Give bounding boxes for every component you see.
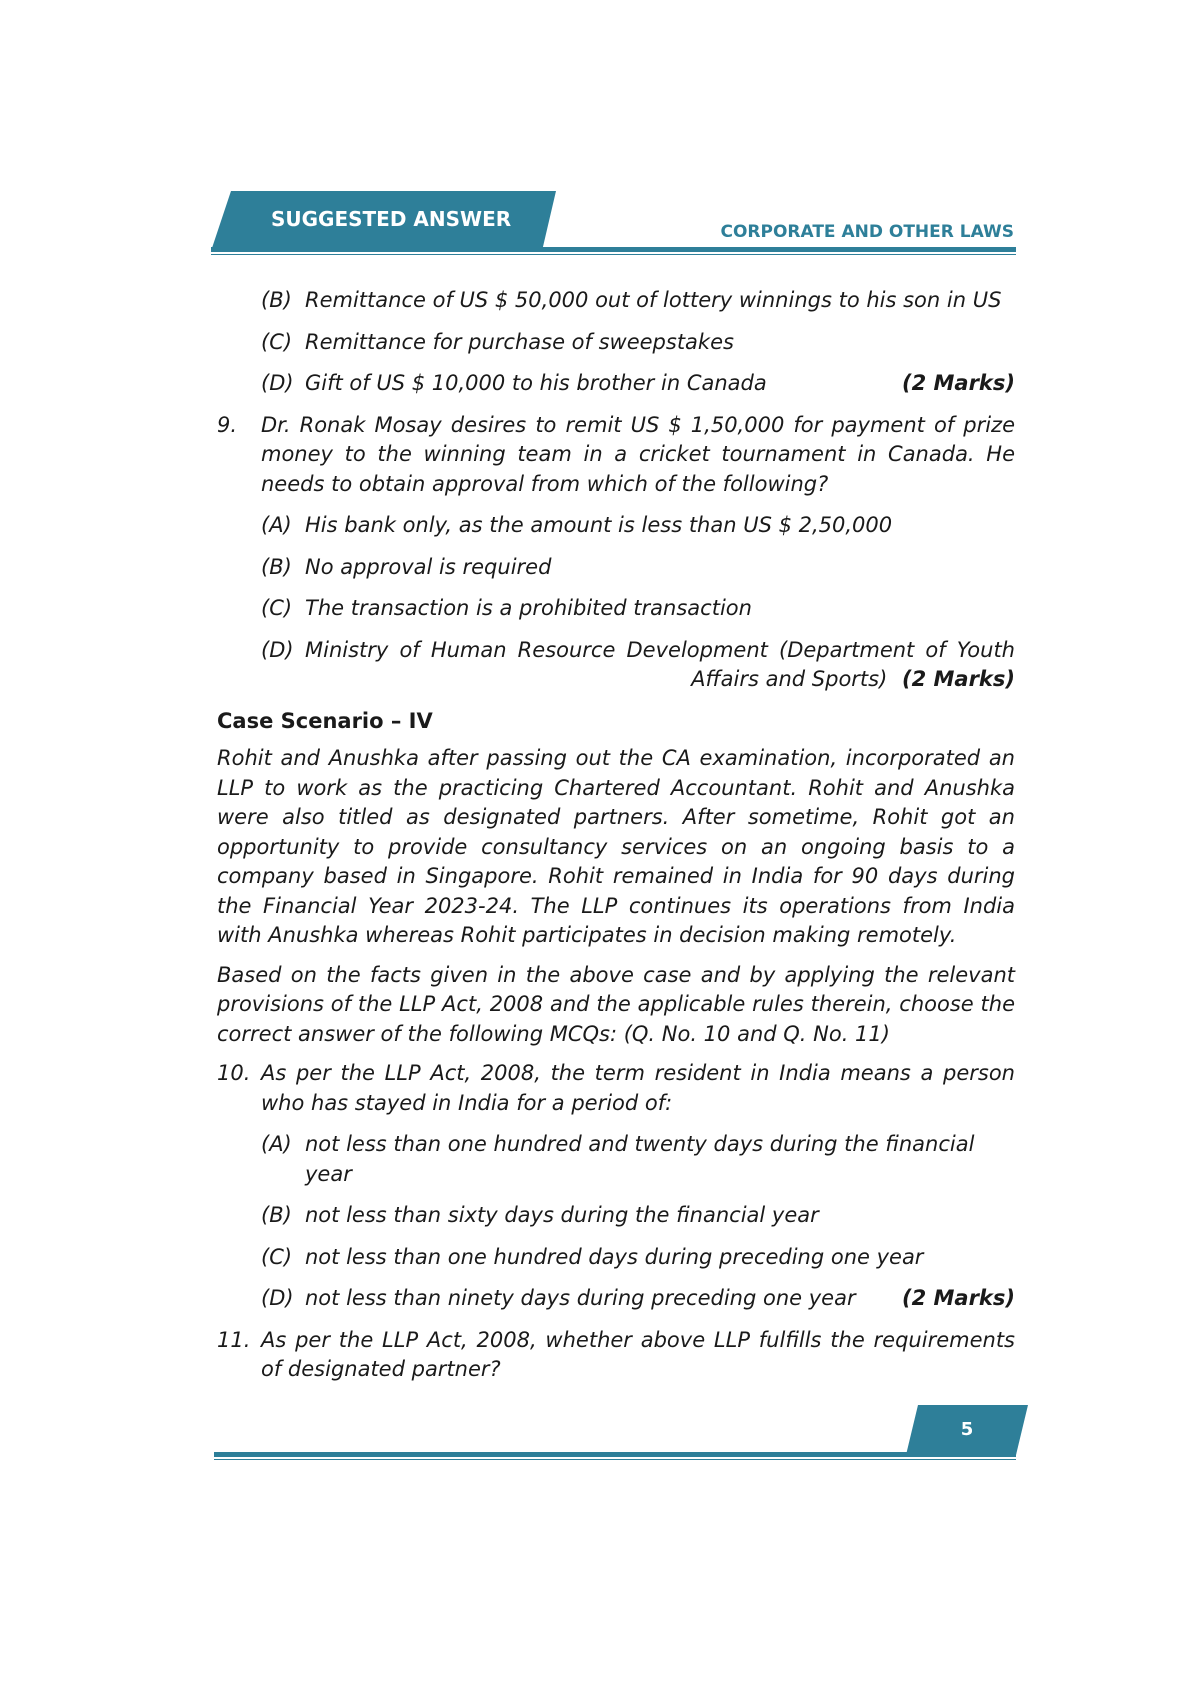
- option-text: not less than ninety days during preceding one year: [305, 1286, 856, 1310]
- option-text: Ministry of Human Resource Development (Department of Youth Affairs and Sports): [305, 637, 1015, 691]
- case-heading: Case Scenario – IV: [217, 708, 433, 733]
- question-number: 10.: [217, 1061, 251, 1085]
- question-text: As per the LLP Act, 2008, the term resident in India means a person who has stayed in India for a period of:: [261, 1061, 1015, 1115]
- case-paragraph-1: Rohit and Anushka after passing out the CA examination, incorporated an LLP to work as the practicing Chartered Accountant. Rohit and Anushka were also titled as designated partners. After sometime, Rohit got an opportunity to provide consultancy services on an ongoing basis to a company based in Singapore. Rohit remained in India for 90 days during the Financial Year 2023-24. The LLP continues its operations from India with Anushka whereas Rohit participates in decision making remotely.: [217, 746, 1015, 947]
- option-text: Gift of US $ 10,000 to his brother in Canada: [305, 371, 767, 395]
- q9-option-c: [217, 594, 1015, 624]
- q8-option-b: [217, 286, 1015, 316]
- option-text: The transaction is a prohibited transaction: [305, 596, 752, 620]
- question-text: As per the LLP Act, 2008, whether above LLP fulfills the requirements of designated partner?: [261, 1327, 1015, 1381]
- q10-option-b: [217, 1201, 1015, 1231]
- marks-label: (2 Marks): [901, 667, 1015, 691]
- q9-option-a: [217, 511, 1015, 541]
- option-label: (B): [261, 288, 292, 312]
- footer-rule-thin: [214, 1459, 1016, 1460]
- q9-option-d: [217, 636, 1015, 695]
- q10-option-c: [217, 1243, 1015, 1273]
- question-10: [217, 1059, 1015, 1118]
- option-text: Remittance for purchase of sweepstakes: [305, 329, 734, 354]
- option-text: His bank only, as the amount is less than US $ 2,50,000: [305, 513, 893, 537]
- page-content: [217, 286, 1015, 1397]
- question-9: [217, 411, 1015, 500]
- q8-option-c: [217, 328, 1015, 358]
- option-text: No approval is required: [305, 554, 552, 579]
- option-label: (D): [261, 371, 294, 395]
- option-label: (C): [261, 1244, 293, 1269]
- footer-rule: [214, 1452, 1016, 1457]
- header-rule-thin: [211, 254, 1016, 255]
- option-text: Remittance of US $ 50,000 out of lottery winnings to his son in US: [305, 288, 1002, 312]
- header-left-label: SUGGESTED ANSWER: [271, 207, 512, 231]
- option-text: not less than one hundred days during preceding one year: [305, 1244, 924, 1269]
- option-label: (B): [261, 1203, 292, 1227]
- header-rule: [211, 247, 1016, 252]
- q10-option-d: [217, 1284, 1015, 1314]
- option-label: (A): [261, 513, 292, 537]
- question-number: 9.: [217, 412, 238, 437]
- option-text: not less than one hundred and twenty days during the financial year: [305, 1132, 975, 1186]
- question-text: Dr. Ronak Mosay desires to remit US $ 1,50,000 for payment of prize money to the winning team in a cricket tournament in Canada. He needs to obtain approval from which of the following?: [261, 412, 1015, 496]
- option-text: not less than sixty days during the financial year: [305, 1203, 819, 1227]
- q10-option-a: [217, 1130, 1015, 1189]
- q8-option-d: [217, 369, 1015, 399]
- page-number: 5: [960, 1419, 974, 1440]
- option-label: (C): [261, 596, 293, 620]
- option-label: (B): [261, 554, 292, 579]
- option-label: (C): [261, 329, 293, 354]
- q9-option-b: [217, 553, 1015, 583]
- option-label: (D): [261, 1286, 294, 1310]
- question-number: 11.: [217, 1327, 251, 1352]
- option-label: (A): [261, 1132, 292, 1156]
- case-paragraph-2: Based on the facts given in the above case and by applying the relevant provisions of the LLP Act, 2008 and the applicable rules therein, choose the correct answer of the following MCQs: (Q. No. 10 and Q. No. 11): [217, 962, 1015, 1046]
- question-11: [217, 1326, 1015, 1385]
- marks-label: (2 Marks): [901, 371, 1015, 395]
- marks-label: (2 Marks): [901, 1286, 1015, 1310]
- header-right-label: CORPORATE AND OTHER LAWS: [720, 222, 1014, 242]
- option-label: (D): [261, 637, 294, 662]
